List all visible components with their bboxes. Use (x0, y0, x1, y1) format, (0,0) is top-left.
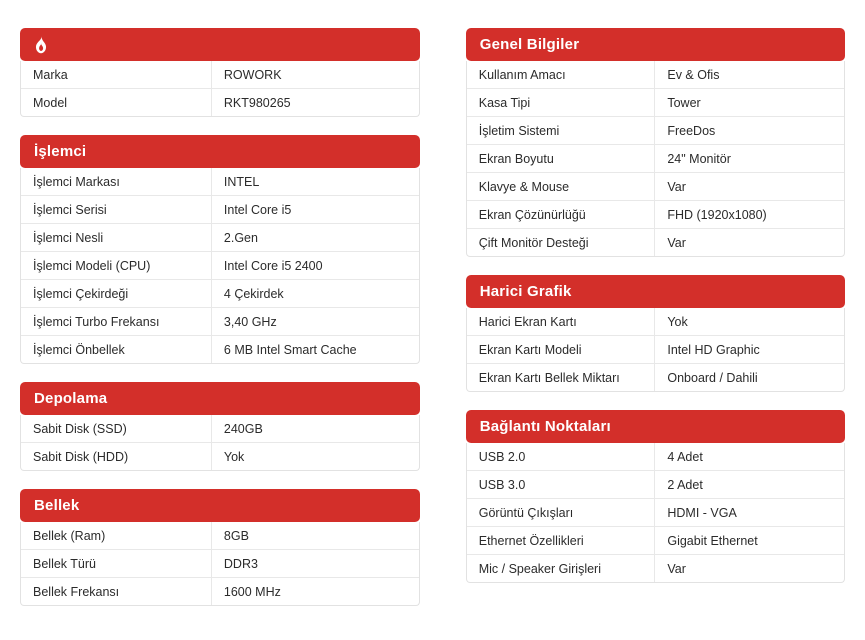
spec-value: 3,40 GHz (223, 314, 277, 329)
spec-table-graphics (466, 308, 845, 392)
spec-value: Ev & Ofis (667, 67, 720, 82)
spec-value: 8GB (223, 528, 249, 543)
spec-label: İşlemci Serisi (21, 196, 212, 223)
spec-value: Gigabit Ethernet (667, 533, 758, 548)
section-header-ports (466, 410, 845, 443)
table-row (21, 550, 419, 578)
spec-table-processor (20, 168, 420, 364)
spec-table-storage (20, 415, 420, 471)
table-row (21, 415, 419, 443)
section-memory (20, 489, 420, 606)
table-row (21, 522, 419, 550)
spec-label: İşlemci Çekirdeği (21, 280, 212, 307)
spec-value: RKT980265 (223, 95, 291, 110)
section-header-brand (20, 28, 420, 61)
table-row (21, 168, 419, 196)
table-row (467, 117, 844, 145)
section-header-storage (20, 382, 420, 415)
left-column (10, 28, 432, 630)
spec-value: Var (667, 561, 686, 576)
table-row (21, 61, 419, 89)
spec-value: FreeDos (667, 123, 716, 138)
spec-value: DDR3 (223, 556, 258, 571)
spec-value: 24" Monitör (667, 151, 731, 166)
spec-label: Marka (21, 61, 212, 88)
spec-label: Kullanım Amacı (467, 61, 656, 88)
table-row (21, 252, 419, 280)
section-title: Bellek (34, 497, 80, 514)
section-storage (20, 382, 420, 471)
table-row (467, 364, 844, 391)
spec-label: İşlemci Nesli (21, 224, 212, 251)
table-row (467, 308, 844, 336)
table-row (467, 229, 844, 256)
spec-value: Yok (667, 314, 688, 329)
spec-label: Model (21, 89, 212, 116)
spec-value: Var (667, 179, 686, 194)
section-header-memory (20, 489, 420, 522)
flame-logo-icon (30, 34, 52, 56)
table-row (21, 89, 419, 116)
section-graphics (466, 275, 845, 392)
table-row (21, 280, 419, 308)
spec-value: Tower (667, 95, 701, 110)
spec-value: 6 MB Intel Smart Cache (223, 342, 357, 357)
table-row (21, 578, 419, 605)
table-row (467, 173, 844, 201)
spec-label: Bellek Türü (21, 550, 212, 577)
section-header-general (466, 28, 845, 61)
section-title: Bağlantı Noktaları (479, 418, 611, 435)
table-row (467, 471, 844, 499)
spec-value: Intel Core i5 (223, 202, 292, 217)
spec-label: USB 2.0 (467, 443, 656, 470)
spec-table-general (466, 61, 845, 257)
spec-label: Ekran Kartı Bellek Miktarı (467, 364, 656, 391)
spec-label: İşlemci Markası (21, 168, 212, 195)
table-row (467, 89, 844, 117)
spec-value: HDMI - VGA (667, 505, 737, 520)
spec-value: FHD (1920x1080) (667, 207, 767, 222)
spec-value: Intel Core i5 2400 (223, 258, 323, 273)
spec-label: Ethernet Özellikleri (467, 527, 656, 554)
spec-label: Görüntü Çıkışları (467, 499, 656, 526)
table-row (21, 443, 419, 470)
spec-label: Çift Monitör Desteği (467, 229, 656, 256)
spec-table-ports (466, 443, 845, 583)
table-row (467, 443, 844, 471)
section-header-graphics (466, 275, 845, 308)
section-title: Genel Bilgiler (479, 36, 580, 53)
spec-value: 4 Adet (667, 449, 703, 464)
spec-value: INTEL (223, 174, 260, 189)
spec-value: Onboard / Dahili (667, 370, 758, 385)
spec-label: Bellek (Ram) (21, 522, 212, 549)
table-row (21, 224, 419, 252)
table-row (467, 201, 844, 229)
table-row (467, 336, 844, 364)
spec-label: USB 3.0 (467, 471, 656, 498)
spec-value: 1600 MHz (223, 584, 281, 599)
spec-value: 2 Adet (667, 477, 703, 492)
section-title: Harici Grafik (479, 283, 572, 300)
section-title: Depolama (34, 390, 108, 407)
right-column (432, 28, 855, 630)
spec-value: Yok (223, 449, 245, 464)
spec-table-brand (20, 61, 420, 117)
spec-label: Sabit Disk (HDD) (21, 443, 212, 470)
spec-label: Ekran Boyutu (467, 145, 656, 172)
spec-label: İşletim Sistemi (467, 117, 656, 144)
section-ports (466, 410, 845, 583)
spec-label: Mic / Speaker Girişleri (467, 555, 656, 582)
spec-label: Klavye & Mouse (467, 173, 656, 200)
spec-label: İşlemci Önbellek (21, 336, 212, 363)
spec-value: Var (667, 235, 686, 250)
table-row (21, 308, 419, 336)
table-row (467, 145, 844, 173)
spec-label: Kasa Tipi (467, 89, 656, 116)
spec-label: İşlemci Turbo Frekansı (21, 308, 212, 335)
section-title: İşlemci (34, 143, 87, 160)
spec-label: Bellek Frekansı (21, 578, 212, 605)
spec-label: İşlemci Modeli (CPU) (21, 252, 212, 279)
table-row (467, 61, 844, 89)
section-header-processor (20, 135, 420, 168)
spec-value: ROWORK (223, 67, 282, 82)
spec-value: 2.Gen (223, 230, 258, 245)
table-row (21, 196, 419, 224)
spec-label: Harici Ekran Kartı (467, 308, 656, 335)
spec-value: 240GB (223, 421, 263, 436)
spec-value: 4 Çekirdek (223, 286, 284, 301)
table-row (21, 336, 419, 363)
spec-table-memory (20, 522, 420, 606)
spec-value: Intel HD Graphic (667, 342, 760, 357)
section-processor (20, 135, 420, 364)
table-row (467, 499, 844, 527)
table-row (467, 555, 844, 582)
spec-label: Ekran Kartı Modeli (467, 336, 656, 363)
spec-label: Sabit Disk (SSD) (21, 415, 212, 442)
spec-label: Ekran Çözünürlüğü (467, 201, 656, 228)
section-general (466, 28, 845, 257)
table-row (467, 527, 844, 555)
section-brand (20, 28, 420, 117)
